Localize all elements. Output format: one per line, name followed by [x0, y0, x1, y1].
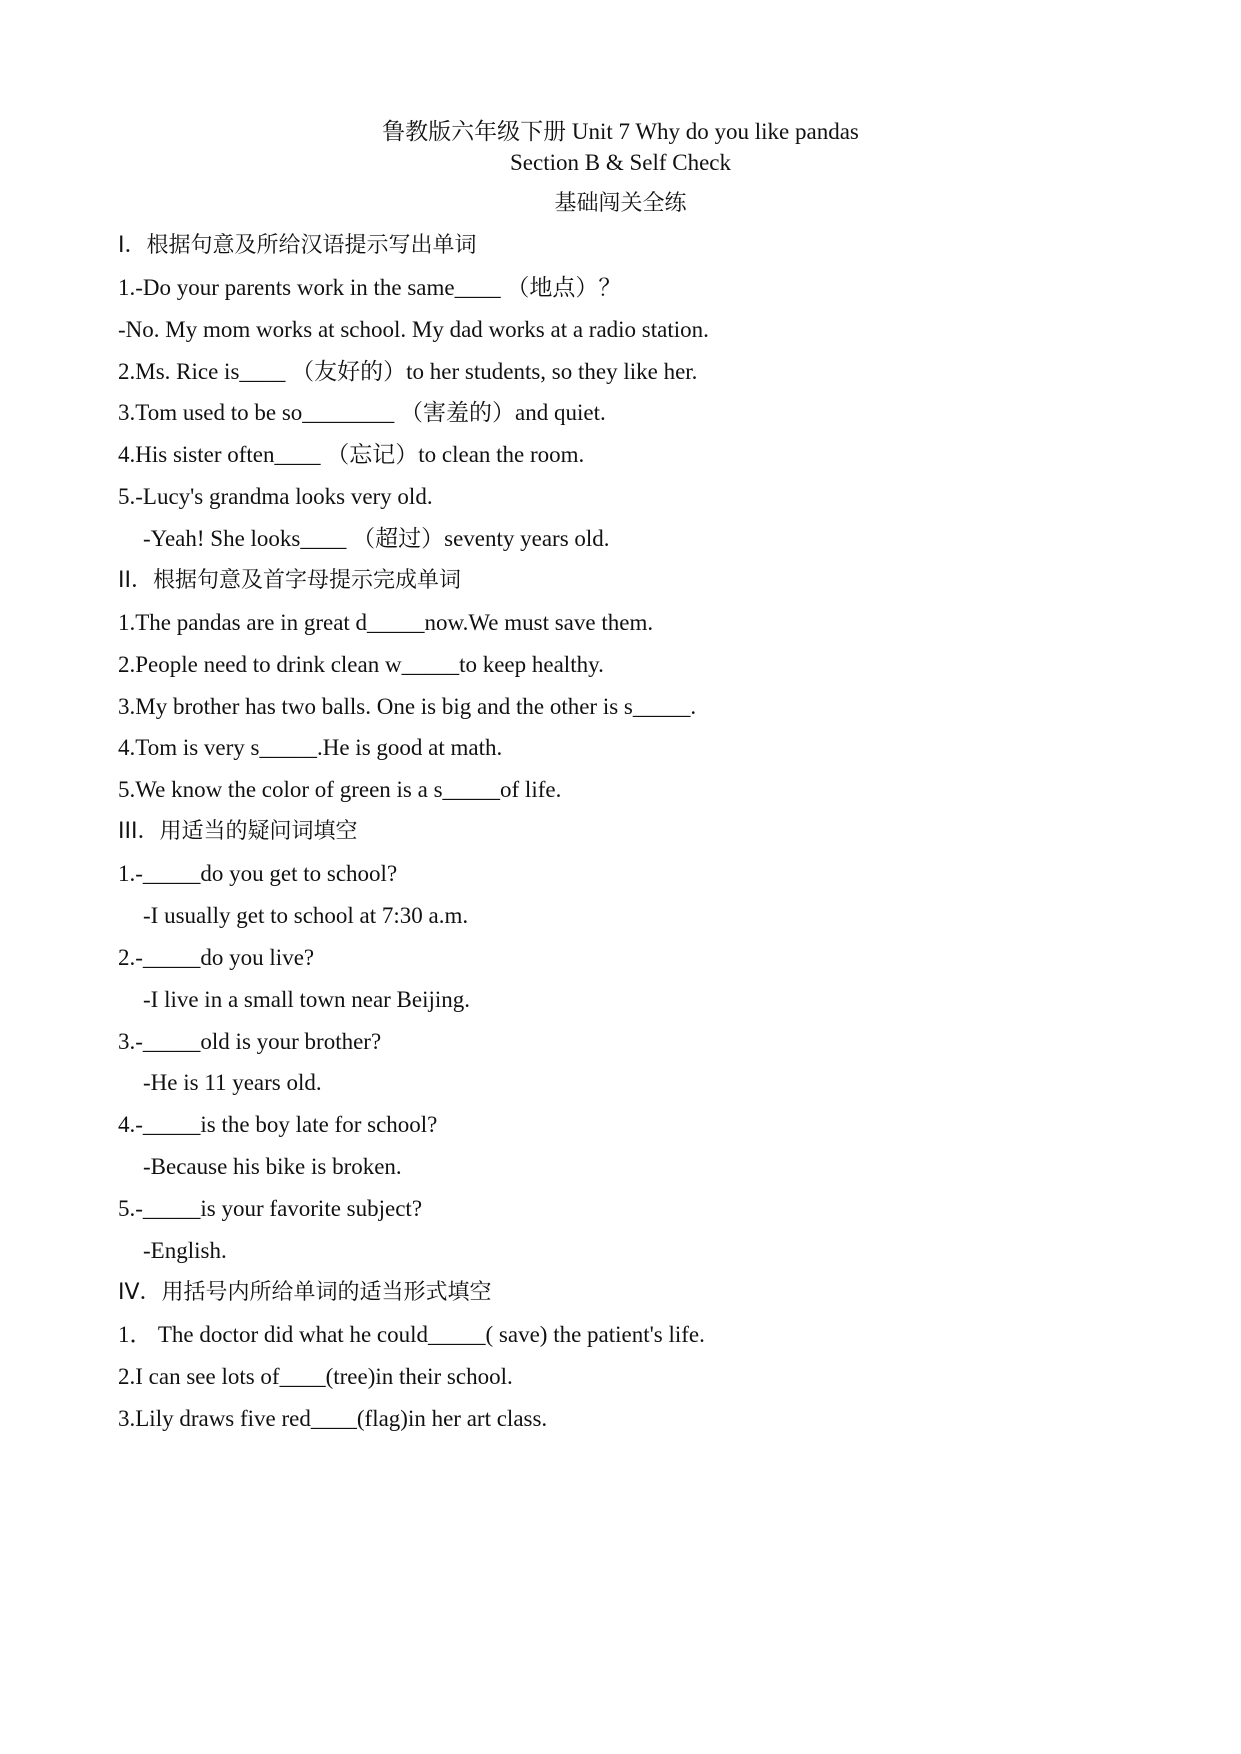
question-line: 5.-Lucy's grandma looks very old.: [118, 484, 433, 509]
question-line: 1.-_____do you get to school?: [118, 861, 398, 886]
section-3-title: III．用适当的疑问词填空: [118, 819, 358, 844]
answer-line: -I live in a small town near Beijing.: [143, 987, 471, 1012]
question-line: 5.We know the color of green is a s_____of life.: [118, 777, 562, 802]
question-line: 2.Ms. Rice is____ （友好的）to her students, so they like her.: [118, 359, 698, 384]
answer-line: -No. My mom works at school. My dad works at a radio station.: [118, 317, 709, 342]
question-line: 1． The doctor did what he could_____( save) the patient's life.: [118, 1322, 705, 1347]
question-line: 3.Tom used to be so________ （害羞的）and quiet.: [118, 400, 606, 425]
question-line: 2.I can see lots of____(tree)in their school.: [118, 1364, 513, 1389]
question-line: 3.My brother has two balls. One is big and the other is s_____.: [118, 694, 697, 719]
question-line: 2.-_____do you live?: [118, 945, 315, 970]
section-4-title: IV．用括号内所给单词的适当形式填空: [118, 1280, 492, 1305]
question-line: 3.Lily draws five red____(flag)in her art class.: [118, 1406, 548, 1431]
answer-line: -Because his bike is broken.: [143, 1154, 402, 1179]
worksheet-subtitle: Section B & Self Check: [509, 150, 732, 175]
question-line: 4.His sister often____ （忘记）to clean the room.: [118, 442, 585, 467]
question-line: 4.Tom is very s_____.He is good at math.: [118, 735, 503, 760]
question-line: 3.-_____old is your brother?: [118, 1029, 382, 1054]
answer-line: -I usually get to school at 7:30 a.m.: [143, 903, 469, 928]
worksheet-title: 鲁教版六年级下册 Unit 7 Why do you like pandas: [382, 119, 859, 144]
answer-line: -English.: [143, 1238, 227, 1263]
worksheet-heading: 基础闯关全练: [554, 191, 687, 216]
question-line: 1.-Do your parents work in the same____ （地点）？: [118, 275, 622, 300]
question-line: 4.-_____is the boy late for school?: [118, 1112, 438, 1137]
section-1-title: I．根据句意及所给汉语提示写出单词: [118, 233, 477, 258]
question-line: 1.The pandas are in great d_____now.We must save them.: [118, 610, 654, 635]
answer-line: -He is 11 years old.: [143, 1070, 322, 1095]
section-2-title: II．根据句意及首字母提示完成单词: [118, 568, 461, 593]
question-line: 2.People need to drink clean w_____to keep healthy.: [118, 652, 604, 677]
question-line: 5.-_____is your favorite subject?: [118, 1196, 423, 1221]
answer-line: -Yeah! She looks____ （超过）seventy years old.: [143, 526, 610, 551]
